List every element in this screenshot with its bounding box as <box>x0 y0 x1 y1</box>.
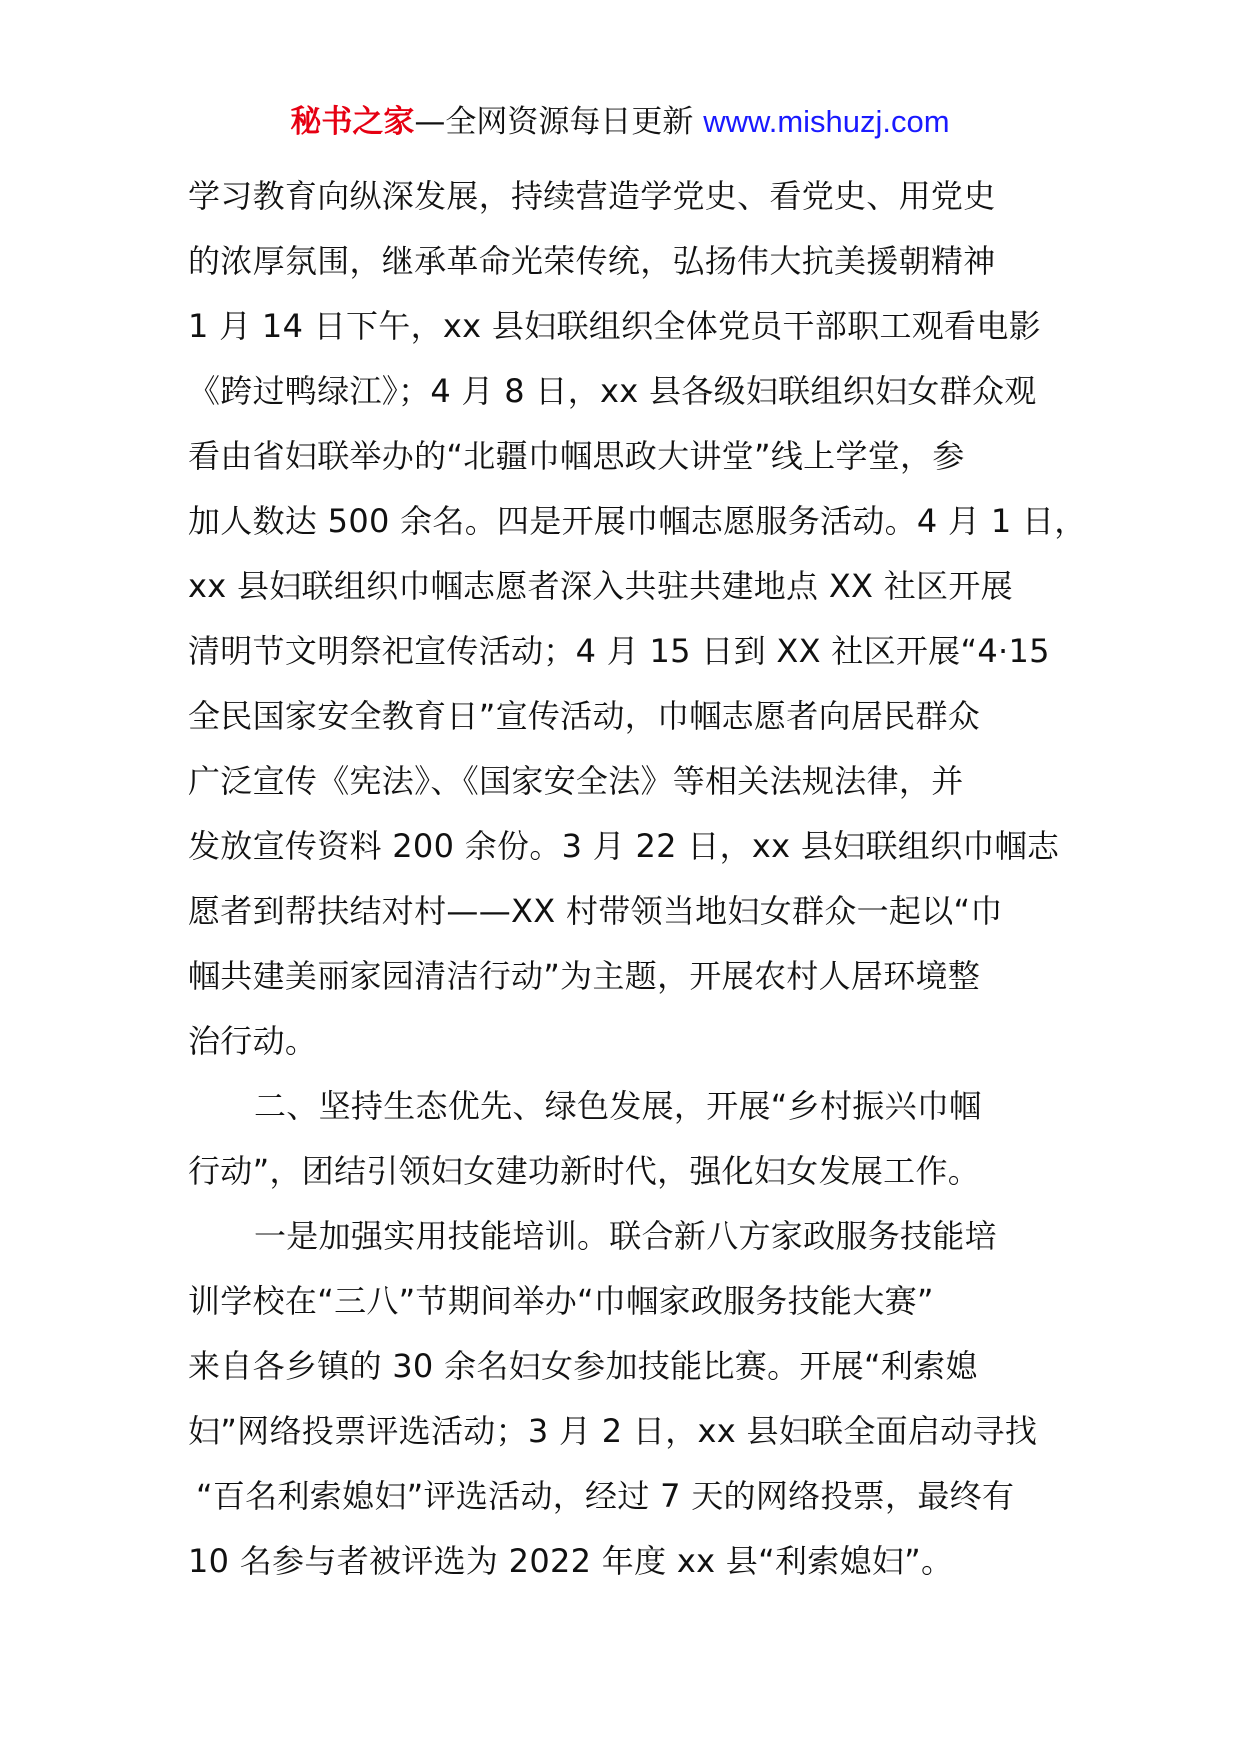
text-line: 治行动。 <box>188 1022 318 1060</box>
text-line: 看由省妇联举办的“北疆巾帼思政大讲堂”线上学堂，参 <box>188 437 965 475</box>
text-line: 训学校在“三八”节期间举办“巾帼家政服务技能大赛” <box>188 1282 934 1320</box>
text-line: “百名利索媳妇”评选活动，经过 7 天的网络投票，最终有 <box>196 1477 1015 1515</box>
text-line: 10 名参与者被评选为 2022 年度 xx 县“利索媳妇”。 <box>188 1542 954 1580</box>
site-header <box>0 100 1240 144</box>
text-line: xx 县妇联组织巾帼志愿者深入共驻共建地点 XX 社区开展 <box>188 567 1013 605</box>
text-line: 的浓厚氛围，继承革命光荣传统，弘扬伟大抗美援朝精神 <box>188 242 996 280</box>
text-line: 加人数达 500 余名。四是开展巾帼志愿服务活动。4 月 1 日， <box>188 502 1087 540</box>
section-heading-line: 行动”，团结引领妇女建功新时代，强化妇女发展工作。 <box>188 1152 981 1190</box>
paragraph-start-line: 一是加强实用技能培训。联合新八方家政服务技能培 <box>254 1217 997 1255</box>
text-line: 妇”网络投票评选活动；3 月 2 日，xx 县妇联全面启动寻找 <box>188 1412 1038 1450</box>
text-line: 《跨过鸭绿江》；4 月 8 日，xx 县各级妇联组织妇女群众观 <box>188 372 1037 410</box>
text-line: 发放宣传资料 200 余份。3 月 22 日，xx 县妇联组织巾帼志 <box>188 827 1060 865</box>
site-url-link[interactable]: www.mishuzj.com <box>703 104 950 139</box>
text-line: 帼共建美丽家园清洁行动”为主题，开展农村人居环境整 <box>188 957 981 995</box>
text-line: 清明节文明祭祀宣传活动；4 月 15 日到 XX 社区开展“4·15 <box>188 632 1050 670</box>
document-body <box>188 164 1087 1594</box>
text-line: 全民国家安全教育日”宣传活动，巾帼志愿者向居民群众 <box>188 697 981 735</box>
text-line: 1 月 14 日下午，xx 县妇联组织全体党员干部职工观看电影 <box>188 307 1041 345</box>
brand-name: 秘书之家 <box>290 104 415 140</box>
text-line: 广泛宣传《宪法》、《国家安全法》等相关法规法律，并 <box>188 762 964 800</box>
site-tagline: —全网资源每日更新 <box>414 104 704 140</box>
section-heading-line: 二、坚持生态优先、绿色发展，开展“乡村振兴巾帼 <box>254 1087 982 1125</box>
text-line: 来自各乡镇的 30 余名妇女参加技能比赛。开展“利索媳 <box>188 1347 978 1385</box>
text-line: 学习教育向纵深发展，持续营造学党史、看党史、用党史 <box>188 177 996 215</box>
text-line: 愿者到帮扶结对村——XX 村带领当地妇女群众一起以“巾 <box>188 892 1003 930</box>
